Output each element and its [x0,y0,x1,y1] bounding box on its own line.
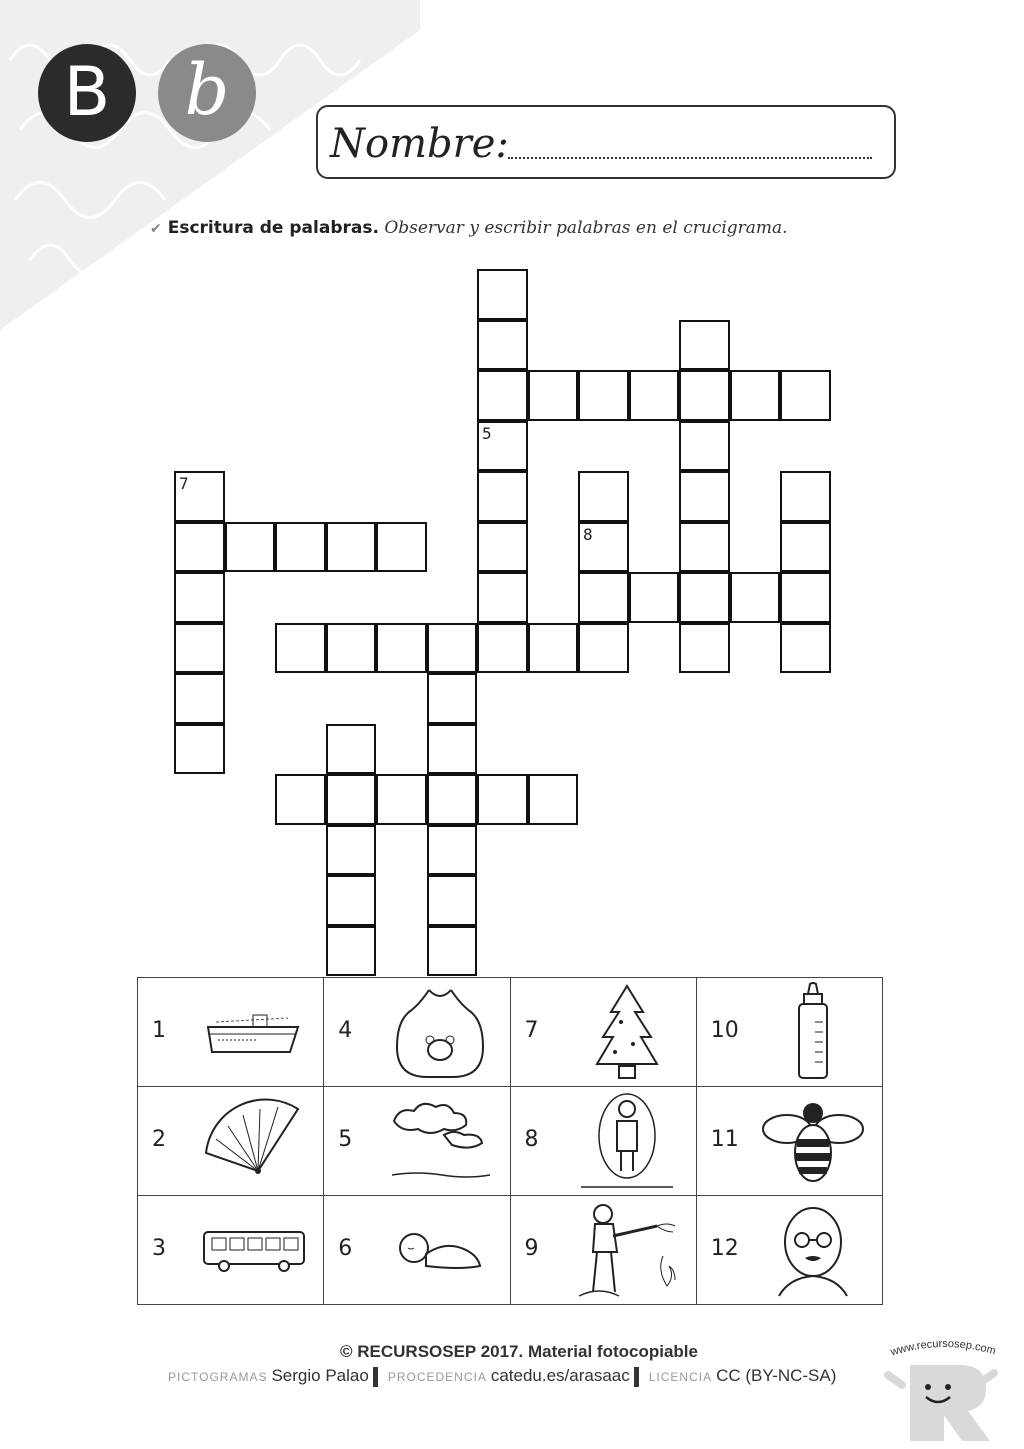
clue-number: 6 [338,1236,353,1261]
clue-number: 4 [338,1018,353,1043]
crossword-cell[interactable] [679,623,730,674]
crossword-cell[interactable] [376,623,427,674]
crossword-cell[interactable] [427,926,478,977]
clue-number: 5 [338,1127,353,1152]
procedencia-value[interactable]: catedu.es/arasaac [490,1366,630,1385]
crossword-cell[interactable] [275,623,326,674]
separator [373,1367,378,1387]
svg-text:www.recursosep.com [888,1338,997,1359]
pictogramas-label: PICTOGRAMAS [168,1370,268,1384]
crossword-cell[interactable] [679,572,730,623]
crossword-cell[interactable] [427,623,478,674]
separator [634,1367,639,1387]
crossword-cell[interactable] [174,623,225,674]
clue-number: 8 [524,1127,539,1152]
crossword-cell[interactable] [477,572,528,623]
crossword-cell[interactable] [326,875,377,926]
crossword-cell[interactable] [578,370,629,421]
crossword-cell[interactable] [427,825,478,876]
crossword-cell[interactable] [528,370,579,421]
credits-line [168,1366,836,1387]
crossword-cell[interactable] [174,471,225,522]
crossword-cell[interactable] [326,522,377,573]
boat-icon [198,982,310,1082]
crossword-cell[interactable] [679,522,730,573]
crossword-cell[interactable] [578,471,629,522]
procedencia-label: PROCEDENCIA [387,1370,487,1384]
crossword-cell[interactable] [225,522,276,573]
crossword-clue-number: 8 [583,524,593,544]
crossword-cell[interactable] [427,724,478,775]
crossword-cell[interactable] [629,370,680,421]
crossword-cell[interactable] [679,471,730,522]
jump-rope-icon [571,1091,683,1191]
licencia-label: LICENCIA [648,1370,713,1384]
clue-cell [696,1087,882,1196]
christmas-tree-icon [571,982,683,1082]
crossword-cell[interactable] [477,774,528,825]
crossword-cell[interactable] [629,572,680,623]
bee-icon [757,1091,869,1191]
clue-cell [324,1196,510,1305]
crossword-cell[interactable] [730,572,781,623]
clue-number: 3 [152,1236,166,1261]
recursosep-logo [880,1335,1010,1445]
crossword-cell[interactable] [174,522,225,573]
bib-icon [384,982,496,1082]
clue-number: 12 [710,1236,739,1261]
crossword-cell[interactable] [477,522,528,573]
crossword-cell[interactable] [578,522,629,573]
check-icon: ✔ [150,221,162,237]
crossword-cell[interactable] [174,572,225,623]
crossword-cell[interactable] [376,774,427,825]
logo-url: www.recursosep.com [889,1337,998,1359]
crossword-cell[interactable] [326,724,377,775]
instructions-title: Escritura de palabras. [167,218,379,238]
clue-cell [138,1196,324,1305]
crossword-cell[interactable] [427,673,478,724]
crossword-cell[interactable] [780,370,831,421]
clue-number: 9 [524,1236,539,1261]
crossword-cell[interactable] [679,370,730,421]
clue-cell [138,978,324,1087]
clue-cell [696,1196,882,1305]
crossword-cell[interactable] [477,623,528,674]
crossword-cell[interactable] [376,522,427,573]
clue-cell [510,1087,696,1196]
crossword-cell[interactable] [477,370,528,421]
crossword-clue-number: 7 [179,474,189,493]
instructions-text: Observar y escribir palabras en el crucigrama. [384,218,788,238]
clue-cell [510,1196,696,1305]
clue-number: 2 [152,1127,166,1152]
crossword-cell[interactable] [174,673,225,724]
crossword-cell[interactable] [477,269,528,320]
bus-icon [198,1200,310,1300]
crossword-cell[interactable] [427,875,478,926]
fog-icon [384,1091,496,1191]
crossword-cell[interactable] [427,774,478,825]
crossword-cell[interactable] [578,623,629,674]
clue-cell [324,1087,510,1196]
fan-icon [198,1091,310,1191]
clue-cell [696,978,882,1087]
crossword-cell[interactable] [730,370,781,421]
crossword-cell[interactable] [326,623,377,674]
crossword-cell[interactable] [275,774,326,825]
clue-number: 10 [710,1018,739,1043]
crossword-cell[interactable] [780,471,831,522]
crossword-cell[interactable] [326,774,377,825]
sleeping-baby-icon [384,1200,496,1300]
clue-cell [510,978,696,1087]
crossword-cell[interactable] [578,572,629,623]
crossword-cell[interactable] [780,623,831,674]
clue-cell [324,978,510,1087]
letter-uppercase-badge: B [38,44,136,142]
baby-bottle-icon [757,982,869,1082]
copyright-text: © RECURSOSEP 2017. Material fotocopiable [340,1342,698,1361]
clue-number: 7 [524,1018,539,1043]
crossword-cell[interactable] [326,926,377,977]
crossword-cell[interactable] [477,421,528,472]
crossword-cell[interactable] [477,471,528,522]
crossword-cell[interactable] [780,522,831,573]
clue-table [137,977,883,1305]
crossword-cell[interactable] [528,774,579,825]
crossword-cell[interactable] [326,825,377,876]
crossword-cell[interactable] [679,320,730,371]
crossword-clue-number: 5 [482,423,492,443]
grandfather-icon [757,1200,869,1300]
crossword-cell[interactable] [780,572,831,623]
crossword-cell[interactable] [528,623,579,674]
firefighter-icon [571,1200,683,1300]
crossword-cell[interactable] [679,421,730,472]
pictogramas-value: Sergio Palao [271,1366,369,1385]
crossword-cell[interactable] [477,320,528,371]
crossword-cell[interactable] [275,522,326,573]
licencia-value: CC (BY-NC-SA) [716,1366,837,1385]
name-label: Nombre: [330,121,509,167]
crossword-cell[interactable] [174,724,225,775]
clue-cell [138,1087,324,1196]
clue-number: 11 [710,1127,739,1152]
letter-lowercase-badge: b [158,44,256,142]
clue-number: 1 [152,1018,166,1043]
